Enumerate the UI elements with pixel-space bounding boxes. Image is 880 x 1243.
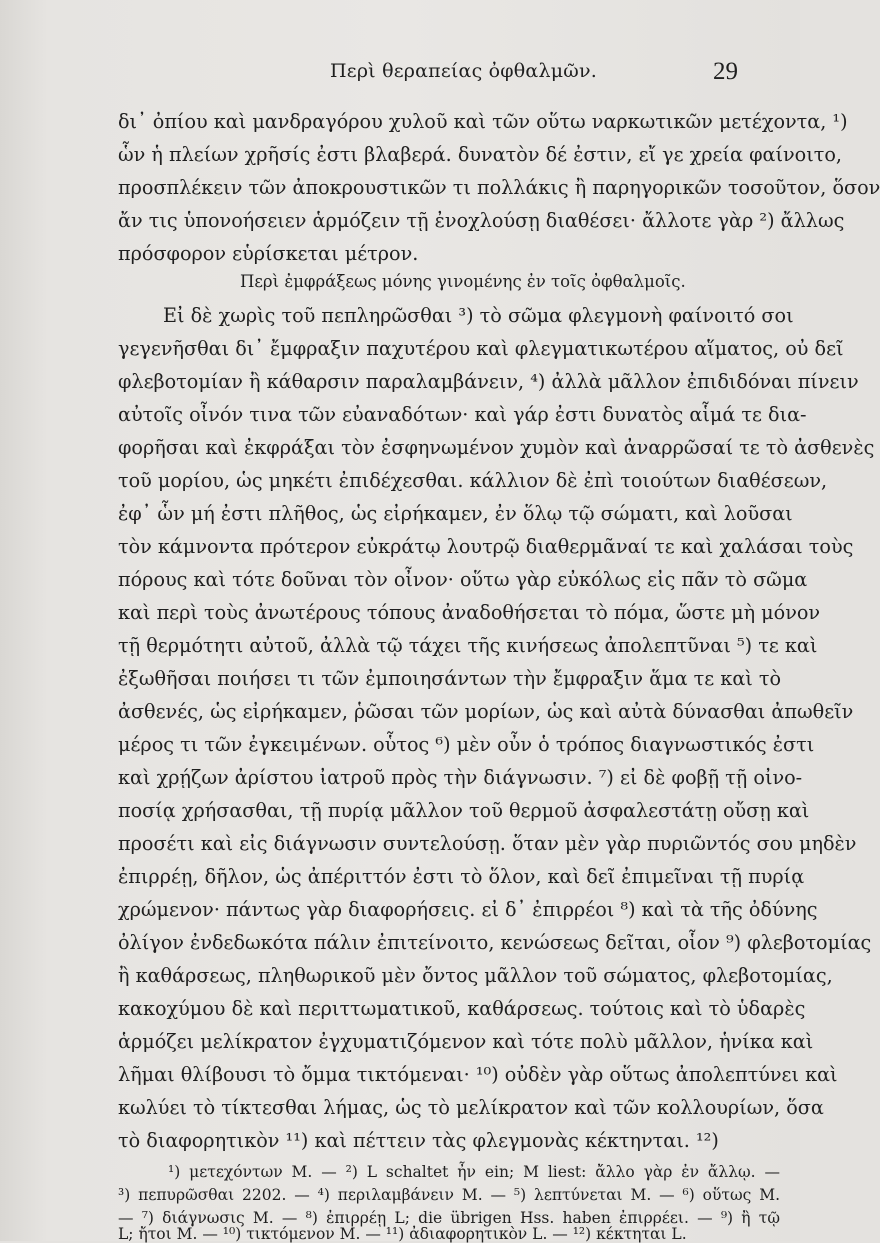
text-line: ἐπιρρέῃ, δῆλον, ὡς ἀπέριττόν ἐστι τὸ ὅλον, καὶ δεῖ ἐπιμεῖναι τῇ πυρίᾳ <box>118 865 805 888</box>
text-line: ὀλίγον ἐνδεδωκότα πάλιν ἐπιτείνοιτο, κενώσεως δεῖται, οἷον ⁹) φλεβοτομίας <box>118 931 872 954</box>
page-number: 29 <box>713 58 738 85</box>
text-line: ὧν ἡ πλείων χρῆσίς ἐστι βλαβερά. δυνατὸν δέ ἐστιν, εἴ γε χρεία φαίνοιτο, <box>118 143 843 166</box>
text-line: προσέτι καὶ εἰς διάγνωσιν συντελούσῃ. ὅταν μὲν γὰρ πυριῶντός σου μηδὲν <box>118 832 857 855</box>
text-line: φορῆσαι καὶ ἐκφράξαι τὸν ἐσφηνωμένον χυμὸν καὶ ἀναρρῶσαί τε τὸ ἀσθενὲς <box>118 436 875 459</box>
section-heading: Περὶ ἐμφράξεως μόνης γινομένης ἐν τοῖς ὀφθαλμοῖς. <box>240 272 686 291</box>
text-line: τὸ διαφορητικὸν ¹¹) καὶ πέττειν τὰς φλεγμονὰς κέκτηνται. ¹²) <box>118 1129 719 1152</box>
text-line: ἢ καθάρσεως, πληθωρικοῦ μὲν ὄντος μᾶλλον τοῦ σώματος, φλεβοτομίας, <box>118 964 833 987</box>
text-line: πρόσφορον εὑρίσκεται μέτρον. <box>118 242 419 265</box>
running-title: Περὶ θεραπείας ὀφθαλμῶν. <box>330 60 597 82</box>
text-line: καὶ χρῄζων ἀρίστου ἰατροῦ πρὸς τὴν διάγνωσιν. ⁷) εἰ δὲ φοβῇ τῇ οἰνο- <box>118 766 803 789</box>
text-line: μέρος τι τῶν ἐγκειμένων. οὗτος ⁶) μὲν οὖν ὁ τρόπος διαγνωστικός ἐστι <box>118 733 815 756</box>
text-line: Εἰ δὲ χωρὶς τοῦ πεπληρῶσθαι ³) τὸ σῶμα φλεγμονὴ φαίνοιτό σοι <box>163 304 794 327</box>
text-line: δι᾽ ὀπίου καὶ μανδραγόρου χυλοῦ καὶ τῶν οὕτω ναρκωτικῶν μετέχοντα, ¹) <box>118 110 848 133</box>
text-line: τοῦ μορίου, ὡς μηκέτι ἐπιδέχεσθαι. κάλλιον δὲ ἐπὶ τοιούτων διαθέσεων, <box>118 469 828 492</box>
text-line: ἀσθενές, ὡς εἰρήκαμεν, ῥῶσαι τῶν μορίων, ὡς καὶ αὐτὰ δύνασθαι ἀπωθεῖν <box>118 700 854 723</box>
text-line: ἐφ᾽ ὧν μή ἐστι πλῆθος, ὡς εἰρήκαμεν, ἐν ὅλῳ τῷ σώματι, καὶ λοῦσαι <box>118 502 793 525</box>
text-line: κακοχύμου δὲ καὶ περιττωματικοῦ, καθάρσεως. τούτοις καὶ τὸ ὑδαρὲς <box>118 997 806 1020</box>
text-line: πόρους καὶ τότε δοῦναι τὸν οἶνον· οὕτω γὰρ εὐκόλως εἰς πᾶν τὸ σῶμα <box>118 568 808 591</box>
text-line: φλεβοτομίαν ἢ κάθαρσιν παραλαμβάνειν, ⁴) ἀλλὰ μᾶλλον ἐπιδιδόναι πίνειν <box>118 370 859 393</box>
text-line: προσπλέκειν τῶν ἀποκρουστικῶν τι πολλάκις ἢ παρηγορικῶν τοσοῦτον, ὅσον <box>118 176 880 199</box>
footnote-line: L; ἤτοι M. — ¹⁰) τικτόμενον M. — ¹¹) ἀδιαφορητικὸν L. — ¹²) κέκτηται L. <box>118 1225 687 1243</box>
text-line: τὸν κάμνοντα πρότερον εὐκράτῳ λουτρῷ διαθερμᾶναί τε καὶ χαλάσαι τοὺς <box>118 535 854 558</box>
text-line: κωλύει τὸ τίκτεσθαι λήμας, ὡς τὸ μελίκρατον καὶ τῶν κολλουρίων, ὅσα <box>118 1096 824 1119</box>
text-line: ἁρμόζει μελίκρατον ἐγχυματιζόμενον καὶ τότε πολὺ μᾶλλον, ἡνίκα καὶ <box>118 1030 814 1053</box>
text-line: λῆμαι θλίβουσι τὸ ὄμμα τικτόμεναι· ¹⁰) οὐδὲν γὰρ οὕτως ἀπολεπτύνει καὶ <box>118 1063 838 1086</box>
text-line: χρώμενον· πάντως γὰρ διαφορήσεις. εἰ δ᾽ ἐπιρρέοι ⁸) καὶ τὰ τῆς ὀδύνης <box>118 898 818 921</box>
page-header <box>0 58 800 88</box>
footnote-line: ³) πεπυρῶσθαι 2202. — ⁴) περιλαμβάνειν M. — ⁵) λεπτύνεται M. — ⁶) οὕτως M. <box>118 1186 780 1204</box>
footnote-line: — ⁷) διάγνωσις M. — ⁸) ἐπιρρέῃ L; die übrigen Hss. haben ἐπιρρέει. — ⁹) ἢ τῷ <box>118 1209 780 1227</box>
footnote-line: ¹) μετεχόντων M. — ²) L schaltet ἦν ein; M liest: ἄλλο γὰρ ἐν ἄλλῳ. — <box>168 1163 780 1181</box>
text-line: καὶ περὶ τοὺς ἀνωτέρους τόπους ἀναδοθήσεται τὸ πόμα, ὥστε μὴ μόνον <box>118 601 821 624</box>
text-line: ποσίᾳ χρήσασθαι, τῇ πυρίᾳ μᾶλλον τοῦ θερμοῦ ἀσφαλεστάτῃ οὔσῃ καὶ <box>118 799 810 822</box>
text-line: ἄν τις ὑπονοήσειεν ἁρμόζειν τῇ ἐνοχλούσῃ διαθέσει· ἄλλοτε γὰρ ²) ἄλλως <box>118 209 845 232</box>
text-line: ἐξωθῆσαι ποιήσει τι τῶν ἐμποιησάντων τὴν ἔμφραξιν ἅμα τε καὶ τὸ <box>118 667 782 690</box>
text-line: αὐτοῖς οἶνόν τινα τῶν εὐαναδότων· καὶ γάρ ἐστι δυνατὸς αἷμά τε δια- <box>118 403 807 426</box>
text-line: γεγενῆσθαι δι᾽ ἔμφραξιν παχυτέρου καὶ φλεγματικωτέρου αἵματος, οὐ δεῖ <box>118 337 844 360</box>
text-line: τῇ θερμότητι αὐτοῦ, ἀλλὰ τῷ τάχει τῆς κινήσεως ἀπολεπτῦναι ⁵) τε καὶ <box>118 634 818 657</box>
